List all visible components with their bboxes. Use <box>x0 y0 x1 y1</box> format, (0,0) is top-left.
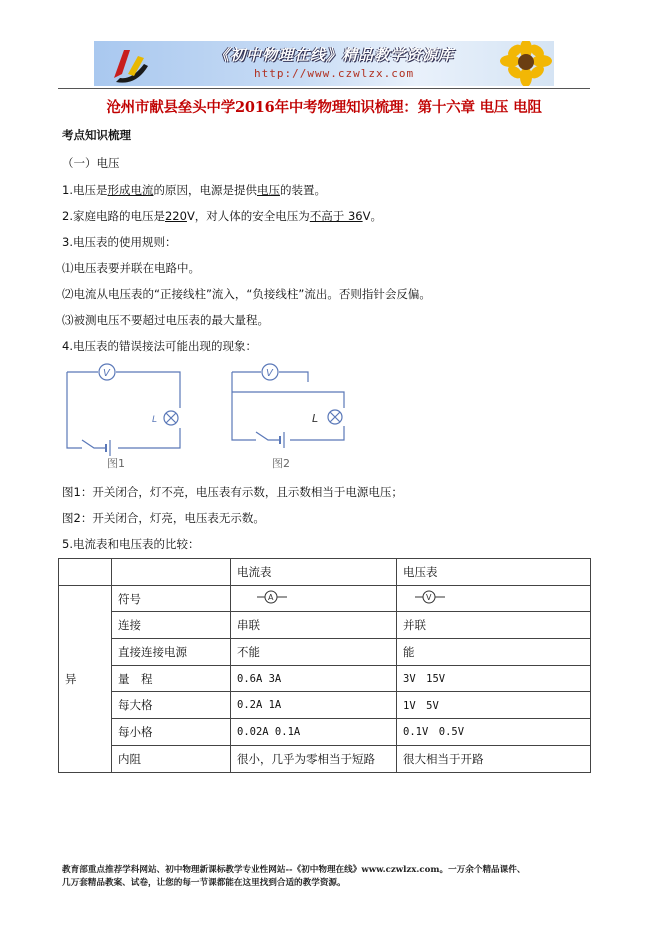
table-row <box>59 692 591 719</box>
underlined-answer: 220 <box>164 209 187 223</box>
voltmeter-value: 3V 15V <box>397 665 591 692</box>
voltmeter-symbol-icon <box>403 589 463 605</box>
lamp-label: L <box>152 415 158 425</box>
line-rule-1: ⑴电压表要并联在电路中。 <box>62 261 200 275</box>
banner-title: 《初中物理在线》精品教学资源库 <box>214 46 455 64</box>
voltmeter-value: 1V 5V <box>397 692 591 719</box>
row-label: 量 程 <box>112 665 231 692</box>
table-row <box>59 585 591 612</box>
text-run: V，对人体的安全电压为 <box>186 209 310 223</box>
column-header-voltmeter: 电压表 <box>397 559 591 586</box>
sunflower-icon <box>492 41 554 86</box>
line-rule-3: ⑶被测电压不要超过电压表的最大量程。 <box>62 313 269 327</box>
voltmeter-value: 0.1V 0.5V <box>397 719 591 746</box>
text-run: V。 <box>362 209 382 223</box>
table-row <box>59 719 591 746</box>
underlined-answer: 形成电流 <box>107 183 154 197</box>
figure-1-caption: 图1：开关闭合，灯不亮，电压表有示数，且示数相当于电源电压； <box>62 485 403 499</box>
table-row <box>59 612 591 639</box>
underlined-answer: 不高于 36 <box>309 209 363 223</box>
line-voltage-definition <box>62 183 326 197</box>
ammeter-symbol-letter: A <box>268 593 274 603</box>
row-label: 符号 <box>112 585 231 612</box>
text-run: 的装置。 <box>279 183 326 197</box>
table-cell <box>59 559 112 586</box>
circuit-figure-1 <box>62 360 202 472</box>
section-heading: 考点知识梳理 <box>62 128 131 142</box>
ammeter-value: 0.02A 0.1A <box>231 719 397 746</box>
lamp-label: L <box>312 412 319 425</box>
circuit-figure-2 <box>228 360 358 472</box>
voltmeter-symbol-cell <box>397 585 591 612</box>
line-household-voltage <box>62 209 382 223</box>
subsection-heading: （一）电压 <box>62 156 120 170</box>
column-header-ammeter: 电流表 <box>231 559 397 586</box>
voltmeter-value: 能 <box>397 639 591 666</box>
row-label: 内阻 <box>112 745 231 772</box>
footer-line: 教育部重点推荐学科网站、初中物理新课标教学专业性网站--《初中物理在线》www.czwlzx.com。一万余个精品课件、 <box>62 865 526 875</box>
table-cell <box>112 559 231 586</box>
ammeter-value: 很小，几乎为零相当于短路 <box>231 745 397 772</box>
row-label: 每大格 <box>112 692 231 719</box>
line-voltmeter-rules: 3.电压表的使用规则： <box>62 235 177 249</box>
header-rule <box>58 88 590 89</box>
voltmeter-symbol: V <box>103 368 110 379</box>
header-banner <box>94 41 554 86</box>
row-label: 连接 <box>112 612 231 639</box>
text-run: 的原因，电源是提供 <box>153 183 257 197</box>
row-label: 每小格 <box>112 719 231 746</box>
table-row <box>59 639 591 666</box>
table-row <box>59 665 591 692</box>
ammeter-value: 0.6A 3A <box>231 665 397 692</box>
footer-line: 几万套精品教案、试卷，让您的每一节课都能在这里找到合适的教学资源。 <box>62 878 346 888</box>
text-run: 2.家庭电路的电压是 <box>62 209 165 223</box>
line-wrong-connection: 4.电压表的错误接法可能出现的现象： <box>62 339 257 353</box>
ammeter-value: 串联 <box>231 612 397 639</box>
group-label-difference: 异 <box>59 585 112 772</box>
underlined-answer: 电压 <box>256 183 280 197</box>
ammeter-symbol-cell <box>231 585 397 612</box>
table-header-row <box>59 559 591 586</box>
voltmeter-symbol: V <box>266 368 273 379</box>
voltmeter-value: 并联 <box>397 612 591 639</box>
voltmeter-value: 很大相当于开路 <box>397 745 591 772</box>
ammeter-value: 0.2A 1A <box>231 692 397 719</box>
text-run: 1.电压是 <box>62 183 108 197</box>
comparison-table <box>58 558 591 773</box>
voltmeter-symbol-letter: V <box>426 593 432 603</box>
page-footer <box>62 864 602 890</box>
ammeter-value: 不能 <box>231 639 397 666</box>
document-title: 沧州市献县垒头中学2016年中考物理知识梳理：第十六章 电压 电阻 <box>106 99 542 116</box>
line-rule-2: ⑵电流从电压表的“正接线柱”流入，“负接线柱”流出。否则指针会反偏。 <box>62 287 431 301</box>
site-logo-icon <box>104 44 150 84</box>
row-label: 直接连接电源 <box>112 639 231 666</box>
figure-label: 图2 <box>272 457 290 470</box>
table-row <box>59 745 591 772</box>
figure-label: 图1 <box>107 457 125 470</box>
figure-2-caption: 图2：开关闭合，灯亮，电压表无示数。 <box>62 511 265 525</box>
banner-url[interactable]: http://www.czwlzx.com <box>254 67 415 80</box>
line-comparison-intro: 5.电流表和电压表的比较： <box>62 537 200 551</box>
ammeter-symbol-icon <box>237 589 297 605</box>
